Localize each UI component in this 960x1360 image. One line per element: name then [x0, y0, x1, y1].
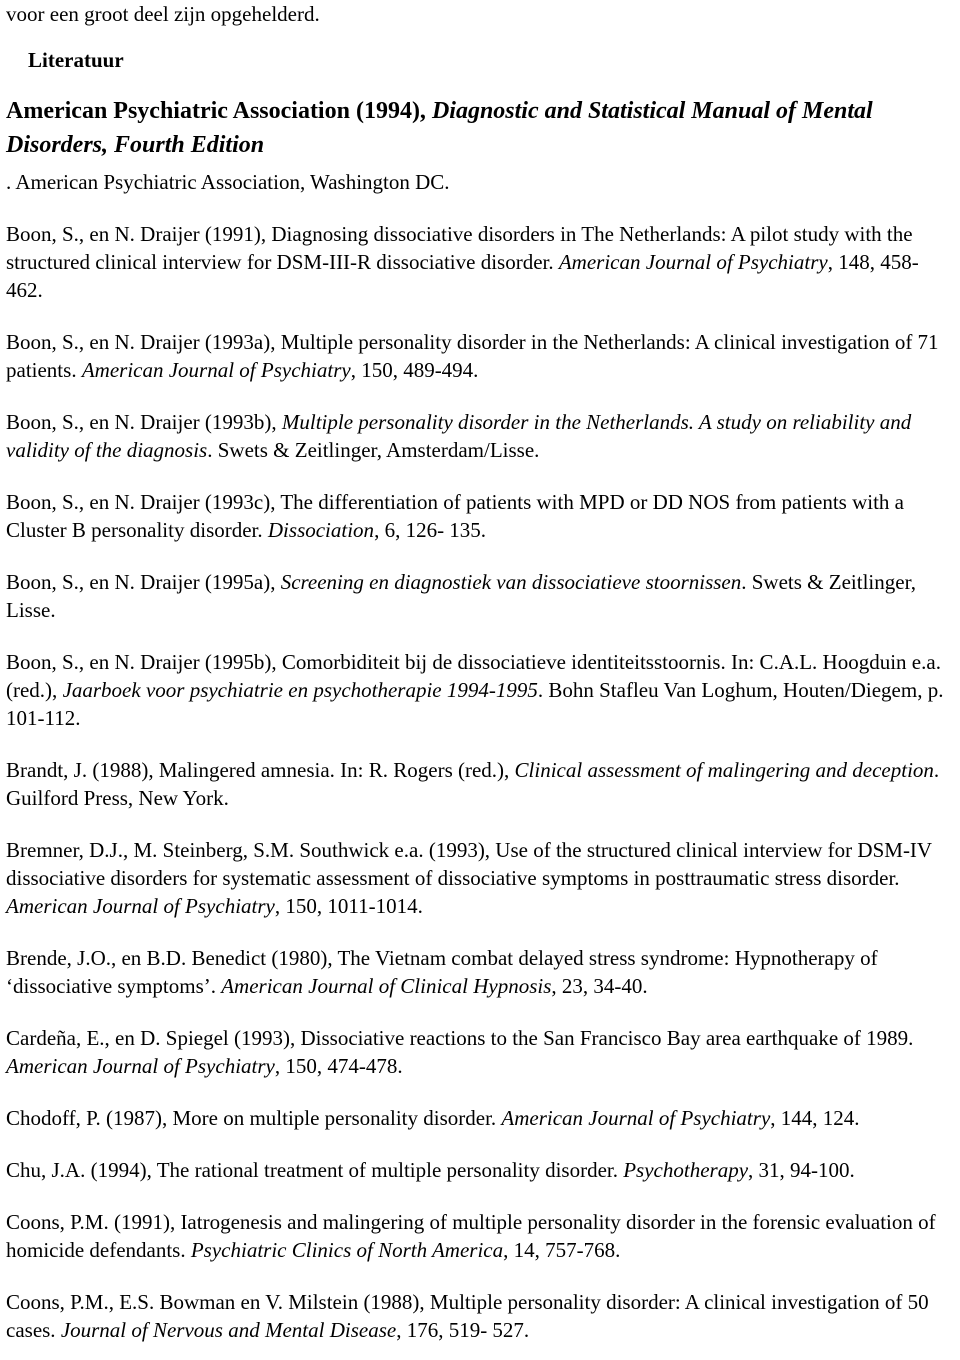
reference-entry-chu-1994 [6, 1156, 952, 1184]
reference-text: Coons, P.M. (1991), Iatrogenesis and malingering of multiple personality disorder in the forensic evaluation of homicide defendants. [6, 1210, 936, 1262]
reference-italic-text: Screening en diagnostiek van dissociatieve stoornissen [280, 570, 742, 594]
reference-entry-brandt-1988 [6, 756, 952, 812]
reference-text: . Guilford Press, New York. [6, 758, 940, 810]
reference-italic-text: Dissociation [267, 518, 375, 542]
reference-entry-coons-1988 [6, 1288, 952, 1344]
reference-text: , 150, 489-494. [350, 358, 479, 382]
reference-text: Cardeña, E., en D. Spiegel (1993), Dissociative reactions to the San Francisco Bay area earthquake of 1989. [6, 1026, 914, 1050]
reference-text: , 150, 1011-1014. [274, 894, 423, 918]
reference-apa-title [6, 94, 952, 162]
reference-apa-book-title: Diagnostic and Statistical Manual of Mental Disorders, Fourth Edition [6, 98, 873, 158]
reference-text: Coons, P.M., E.S. Bowman en V. Milstein (1988), Multiple personality disorder: A clinical investigation of 50 cases. [6, 1290, 929, 1342]
reference-text: , 14, 757-768. [503, 1238, 621, 1262]
section-heading: Literatuur [28, 48, 124, 72]
reference-text: , 150, 474-478. [274, 1054, 403, 1078]
reference-entry-boon-1993c [6, 488, 952, 544]
reference-text: Chu, J.A. (1994), The rational treatment of multiple personality disorder. [6, 1158, 624, 1182]
reference-text: Brende, J.O., en B.D. Benedict (1980), The Vietnam combat delayed stress syndrome: Hypnotherapy of ‘dissociative symptoms’. [6, 946, 878, 998]
reference-text: , 176, 519- 527. [396, 1318, 530, 1342]
reference-text: . Swets & Zeitlinger, Lisse. [6, 570, 916, 622]
reference-entry-chodoff-1987 [6, 1104, 952, 1132]
reference-text: , 144, 124. [770, 1106, 860, 1130]
reference-italic-text: American Journal of Psychiatry [81, 358, 351, 382]
reference-entry-boon-1991 [6, 220, 952, 304]
intro-text: voor een groot deel zijn opgehelderd. [6, 2, 320, 26]
reference-text: , 31, 94-100. [748, 1158, 855, 1182]
reference-italic-text: American Journal of Psychiatry [558, 250, 828, 274]
reference-text: . Swets & Zeitlinger, Amsterdam/Lisse. [207, 438, 540, 462]
reference-apa-publisher: . American Psychiatric Association, Washington DC. [6, 170, 450, 194]
reference-text: Bremner, D.J., M. Steinberg, S.M. Southwick e.a. (1993), Use of the structured clinical interview for DSM-IV dissociative disorders for systematic assessment of dissociative symptoms in posttraumatic stress disorder. [6, 838, 932, 890]
reference-entry-boon-1993b [6, 408, 952, 464]
reference-italic-text: Psychotherapy [623, 1158, 749, 1182]
reference-text: , 148, 458-462. [6, 250, 919, 302]
reference-text: Boon, S., en N. Draijer (1991), Diagnosing dissociative disorders in The Netherlands: A pilot study with the structured clinical interview for DSM-III-R dissociative disorder. [6, 222, 913, 274]
reference-italic-text: American Journal of Clinical Hypnosis [221, 974, 552, 998]
reference-entry-boon-1993a [6, 328, 952, 384]
reference-italic-text: Multiple personality disorder in the Netherlands. A study on reliability and validity of the diagnosis [6, 410, 912, 462]
reference-list [6, 220, 952, 1344]
reference-entry-cardena-1993 [6, 1024, 952, 1080]
reference-italic-text: Journal of Nervous and Mental Disease [60, 1318, 397, 1342]
reference-text: Brandt, J. (1988), Malingered amnesia. In: R. Rogers (red.), [6, 758, 515, 782]
reference-text: Chodoff, P. (1987), More on multiple personality disorder. [6, 1106, 502, 1130]
reference-apa-author: American Psychiatric Association (1994), [6, 98, 432, 124]
reference-text: Boon, S., en N. Draijer (1993c), The differentiation of patients with MPD or DD NOS from patients with a Cluster B personality disorder. [6, 490, 904, 542]
reference-italic-text: American Journal of Psychiatry [6, 1054, 275, 1078]
reference-entry-coons-1991 [6, 1208, 952, 1264]
reference-entry-brende-1980 [6, 944, 952, 1000]
reference-text: Boon, S., en N. Draijer (1993a), Multiple personality disorder in the Netherlands: A clinical investigation of 71 patients. [6, 330, 939, 382]
reference-text: . Bohn Stafleu Van Loghum, Houten/Diegem, p. 101-112. [6, 678, 944, 730]
reference-text: Boon, S., en N. Draijer (1995a), [6, 570, 281, 594]
reference-text: Boon, S., en N. Draijer (1995b), Comorbiditeit bij de dissociatieve identiteitsstoornis. In: C.A.L. Hoogduin e.a. (red.), [6, 650, 941, 702]
reference-text: Boon, S., en N. Draijer (1993b), [6, 410, 282, 434]
reference-italic-text: Clinical assessment of malingering and deception [514, 758, 934, 782]
reference-italic-text: Psychiatric Clinics of North America [190, 1238, 504, 1262]
reference-text: , 23, 34-40. [551, 974, 648, 998]
reference-entry-bremner-1993 [6, 836, 952, 920]
reference-entry-boon-1995b [6, 648, 952, 732]
reference-italic-text: American Journal of Psychiatry [501, 1106, 771, 1130]
reference-text: , 6, 126- 135. [374, 518, 487, 542]
reference-italic-text: American Journal of Psychiatry [6, 894, 275, 918]
reference-italic-text: Jaarboek voor psychiatrie en psychotherapie 1994-1995 [62, 678, 538, 702]
reference-entry-boon-1995a [6, 568, 952, 624]
